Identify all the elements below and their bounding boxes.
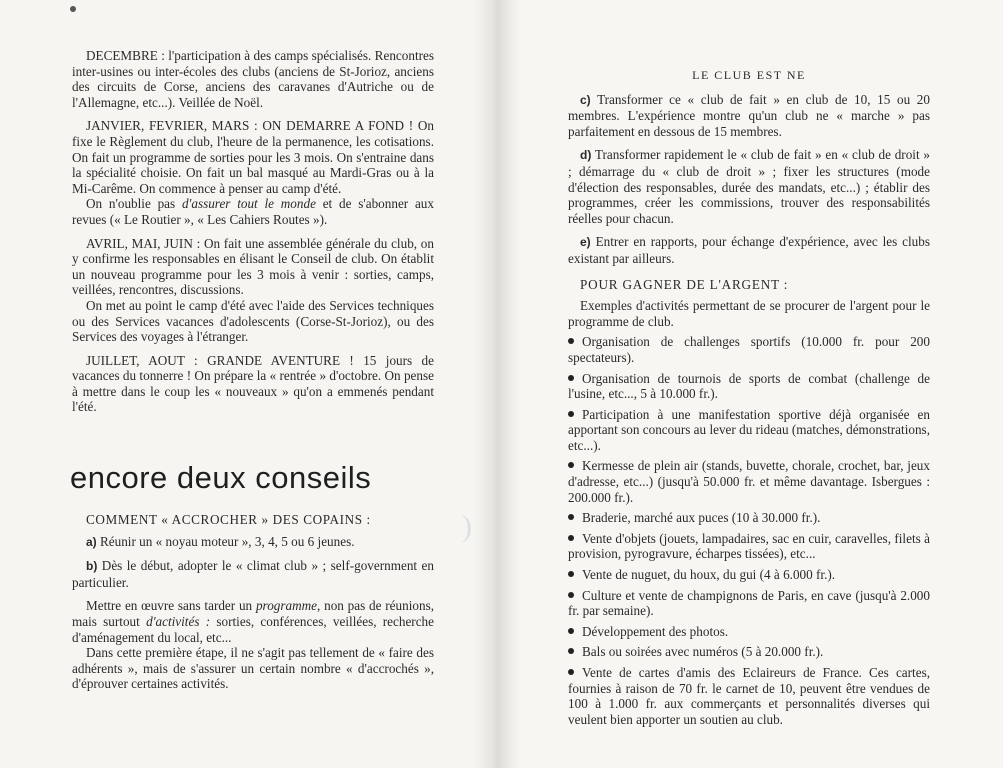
money-bullet-item	[568, 334, 930, 365]
bullet-icon	[568, 592, 574, 598]
paragraph-mettre	[72, 598, 434, 645]
right-column	[568, 68, 930, 732]
item-d-label: d)	[580, 148, 592, 163]
left-column-lower	[72, 512, 434, 700]
item-c-text: Transformer ce « club de fait » en club de 10, 15 ou 20 membres. L'expérience montre qu'un club ne « marche » pas parfaitement en dessous de 15 membres.	[568, 91, 930, 139]
bullet-text: Braderie, marché aux puces (10 à 30.000 fr.).	[582, 510, 821, 526]
book-gutter	[474, 0, 520, 768]
page-dot-mark	[70, 6, 76, 12]
item-b	[72, 558, 434, 590]
bullet-text: Organisation de tournois de sports de combat (challenge de l'usine, etc..., 5 à 10.000 fr.).	[568, 370, 930, 402]
paragraph-camp: On met au point le camp d'été avec l'aide des Services techniques ou des Services vacances d'adolescents (Corse-St-Jorioz), ou des Services des voyages à l'étranger.	[72, 297, 434, 345]
item-b-label: b)	[86, 559, 98, 574]
paragraph-janvier: JANVIER, FEVRIER, MARS : ON DEMARRE A FOND ! On fixe le Règlement du club, l'heure de la permanence, les cotisations. On fait un programme de sorties pour les 3 mois. On s'entraine dans la spécialité choisie. On fait un bal masqué au Mardi-Gras ou à la Mi-Carême. On commence à penser au camp d'été.	[72, 118, 434, 196]
section-heading: encore deux conseils	[70, 460, 372, 495]
item-d	[568, 147, 930, 226]
item-e-text: Entrer en rapports, pour échange d'expérience, avec les clubs existant par ailleurs.	[568, 234, 930, 266]
bullet-icon	[568, 571, 574, 577]
mettre-text-a: Mettre en œuvre sans tarder un	[86, 598, 256, 614]
money-bullet-item	[568, 644, 930, 660]
bullet-icon	[568, 375, 574, 381]
mettre-emphasis-2: d'activités :	[146, 613, 211, 629]
bullet-icon	[568, 669, 574, 675]
paragraph-oublie	[72, 196, 434, 227]
money-bullet-item	[568, 531, 930, 562]
bullet-text: Organisation de challenges sportifs (10.000 fr. pour 200 spectateurs).	[568, 334, 930, 365]
bullet-text: Culture et vente de champignons de Paris, en cave (jusqu'à 2.000 fr. par semaine).	[568, 587, 930, 619]
bullet-icon	[568, 628, 574, 634]
item-a	[72, 534, 434, 551]
oublie-emphasis: d'assurer tout le monde	[181, 196, 316, 212]
bullet-text: Développement des photos.	[582, 623, 729, 639]
bullet-text: Vente de nuguet, du houx, du gui (4 à 6.000 fr.).	[582, 567, 836, 583]
bullet-text: Vente d'objets (jouets, lampadaires, sac en cuir, caravelles, filets à provision, pyrogravure, écharpes tissées), etc...	[568, 530, 930, 562]
bullet-icon	[568, 338, 574, 344]
money-bullet-item	[568, 588, 930, 619]
money-bullet-item	[568, 458, 930, 505]
mettre-text-c: sorties, conférences, veillées, recherche d'aménagement du local, etc...	[72, 613, 435, 645]
money-bullet-item	[568, 567, 930, 583]
show-through-mark: )	[462, 510, 472, 543]
item-d-text: Transformer rapidement le « club de fait » en « club de droit » ; démarrage du « club de droit » ; fixer les structures (mode d'élection des responsables, durée des mandats, etc...) ; établir des programmes, créer les commissions, trouver des responsabilités réelles pour chacun.	[568, 147, 931, 226]
money-bullet-item	[568, 407, 930, 454]
paragraph-dans: Dans cette première étape, il ne s'agit pas tellement de « faire des adhérents », mais de s'assurer un certain nombre « d'accrochés », d'éprouver certaines activités.	[72, 645, 434, 692]
bullet-text: Vente de cartes d'amis des Eclaireurs de France. Ces cartes, fournies à raison de 70 fr. le carnet de 10, peuvent être vendues de 100 à 1.000 fr. aux commerçants et personnalités diverses qui veulent bien apporter un soutien au club.	[568, 665, 930, 727]
paragraph-decembre: DECEMBRE : l'participation à des camps spécialisés. Rencontres inter-usines ou inter-écoles des clubs (anciens de St-Jorioz, anciens des circuits de Corse, anciens des caravanes d'Autriche ou de l'Allemagne, etc...). Veillée de Noël.	[72, 48, 434, 110]
item-e	[568, 234, 930, 266]
money-bullet-item	[568, 510, 930, 526]
mettre-emphasis-1: programme	[255, 598, 318, 614]
bullet-text: Participation à une manifestation sportive déjà organisée en apportant son concours au lever du rideau (matches, démonstrations, etc...).	[568, 406, 930, 453]
paragraph-juillet: JUILLET, AOUT : GRANDE AVENTURE ! 15 jours de vacances du tonnerre ! On prépare la « rentrée » d'octobre. On pense à mettre dans le coup les « nouveaux » qu'on a emmenés pendant l'été.	[72, 352, 434, 415]
bullet-icon	[568, 514, 574, 520]
bullet-icon	[568, 462, 574, 468]
money-section-heading: POUR GAGNER DE L'ARGENT :	[580, 276, 789, 292]
bullet-text: Bals ou soirées avec numéros (5 à 20.000 fr.).	[582, 644, 824, 660]
item-a-text: Réunir un « noyau moteur », 3, 4, 5 ou 6 jeunes.	[99, 533, 355, 549]
oublie-text-a: On n'oublie pas	[86, 196, 182, 212]
bullet-icon	[568, 648, 574, 654]
money-bullet-list	[568, 334, 930, 727]
item-c	[568, 92, 930, 140]
item-e-label: e)	[580, 235, 591, 250]
item-b-text: Dès le début, adopter le « climat club » ; self-government en particulier.	[72, 558, 434, 590]
bullet-icon	[568, 535, 574, 541]
bullet-icon	[568, 411, 574, 417]
item-a-label: a)	[86, 534, 97, 549]
subheading: COMMENT « ACCROCHER » DES COPAINS :	[86, 512, 371, 527]
money-bullet-item	[568, 624, 930, 640]
bullet-text: Kermesse de plein air (stands, buvette, chorale, crochet, bar, jeux d'adresse, etc...) (jusqu'à 50.000 fr. et même davantage. Isbergues : 200.000 fr.).	[568, 458, 930, 505]
left-column	[72, 48, 434, 423]
oublie-text-b: et de s'abonner aux revues (« Le Routier », « Les Cahiers Routes »).	[72, 196, 434, 227]
paragraph-avril: AVRIL, MAI, JUIN : On fait une assemblée générale du club, on y confirme les responsables en élisant le Conseil de club. On établit un nouveau programme pour les 3 mois à venir : sorties, camps, veillées, rencontres, discussions.	[72, 235, 434, 298]
mettre-text-b: , non pas de réunions, mais surtout	[72, 598, 434, 629]
running-head: LE CLUB EST NE	[692, 68, 806, 82]
money-bullet-item	[568, 665, 930, 727]
item-c-label: c)	[580, 92, 591, 107]
money-intro: Exemples d'activités permettant de se procurer de l'argent pour le programme de club.	[568, 298, 930, 329]
money-bullet-item	[568, 371, 930, 402]
